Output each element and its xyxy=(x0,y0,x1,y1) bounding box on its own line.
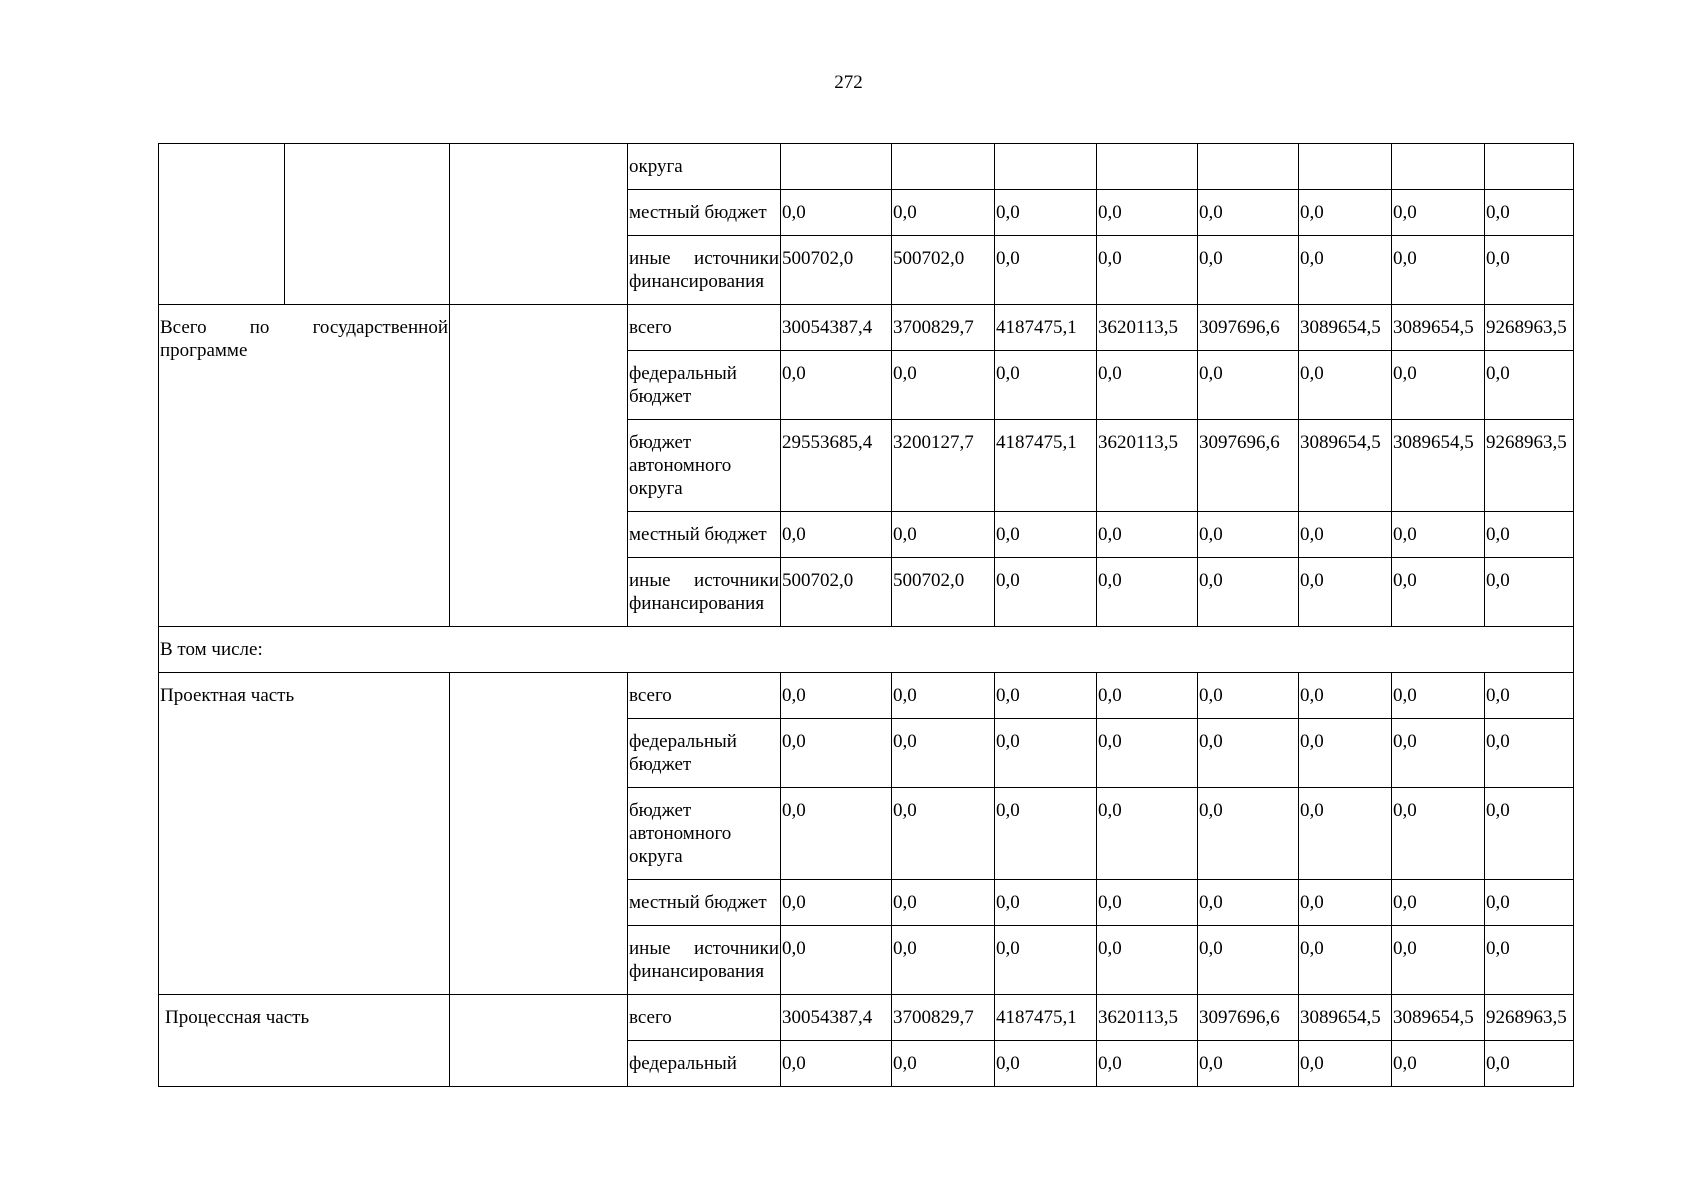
value-cell: 0,0 xyxy=(995,236,1097,305)
value-cell: 4187475,1 xyxy=(995,305,1097,351)
source-label: местный бюджет xyxy=(628,880,781,926)
value-cell: 0,0 xyxy=(1485,236,1574,305)
value-cell: 0,0 xyxy=(892,673,995,719)
value-cell: 0,0 xyxy=(1299,673,1392,719)
table-row xyxy=(159,995,1574,1041)
value-cell: 0,0 xyxy=(1392,236,1485,305)
value-cell: 0,0 xyxy=(1392,673,1485,719)
value-cell: 0,0 xyxy=(1392,558,1485,627)
value-cell: 0,0 xyxy=(892,1041,995,1087)
source-label: округа xyxy=(628,144,781,190)
value-cell: 0,0 xyxy=(892,719,995,788)
value-cell: 0,0 xyxy=(995,673,1097,719)
value-cell: 0,0 xyxy=(1485,788,1574,880)
value-cell: 3620113,5 xyxy=(1097,420,1198,512)
value-cell: 500702,0 xyxy=(781,558,892,627)
value-cell: 3097696,6 xyxy=(1198,420,1299,512)
value-cell: 0,0 xyxy=(1198,673,1299,719)
value-cell: 30054387,4 xyxy=(781,305,892,351)
value-cell: 0,0 xyxy=(892,351,995,420)
value-cell: 0,0 xyxy=(1299,719,1392,788)
empty-cell xyxy=(450,305,628,627)
table-row xyxy=(159,305,1574,351)
value-cell: 0,0 xyxy=(781,190,892,236)
value-cell: 0,0 xyxy=(995,719,1097,788)
value-cell: 0,0 xyxy=(1198,351,1299,420)
including-label: В том числе: xyxy=(159,627,1574,673)
value-cell: 0,0 xyxy=(1392,190,1485,236)
value-cell: 0,0 xyxy=(995,880,1097,926)
value-cell: 0,0 xyxy=(1198,190,1299,236)
value-cell: 0,0 xyxy=(1097,1041,1198,1087)
value-cell: 0,0 xyxy=(995,190,1097,236)
source-label: всего xyxy=(628,673,781,719)
value-cell: 0,0 xyxy=(781,926,892,995)
value-cell: 0,0 xyxy=(781,719,892,788)
value-cell: 30054387,4 xyxy=(781,995,892,1041)
value-cell: 0,0 xyxy=(1198,236,1299,305)
value-cell: 0,0 xyxy=(1392,880,1485,926)
value-cell: 0,0 xyxy=(1097,926,1198,995)
value-cell: 3089654,5 xyxy=(1299,995,1392,1041)
value-cell: 0,0 xyxy=(995,351,1097,420)
value-cell: 3620113,5 xyxy=(1097,995,1198,1041)
value-cell: 0,0 xyxy=(1392,512,1485,558)
source-label: иные источники финансирования xyxy=(628,926,781,995)
value-cell: 0,0 xyxy=(1299,190,1392,236)
value-cell: 0,0 xyxy=(781,673,892,719)
value-cell: 0,0 xyxy=(1299,926,1392,995)
value-cell: 0,0 xyxy=(1299,558,1392,627)
value-cell: 0,0 xyxy=(1392,1041,1485,1087)
value-cell: 0,0 xyxy=(1485,558,1574,627)
value-cell: 0,0 xyxy=(1392,719,1485,788)
value-cell: 500702,0 xyxy=(781,236,892,305)
value-cell: 3089654,5 xyxy=(1392,995,1485,1041)
value-cell: 0,0 xyxy=(892,926,995,995)
value-cell: 0,0 xyxy=(1392,788,1485,880)
value-cell: 3097696,6 xyxy=(1198,995,1299,1041)
value-cell: 0,0 xyxy=(1198,926,1299,995)
value-cell: 3200127,7 xyxy=(892,420,995,512)
value-cell: 0,0 xyxy=(781,880,892,926)
value-cell: 0,0 xyxy=(781,512,892,558)
value-cell: 0,0 xyxy=(1097,236,1198,305)
value-cell: 0,0 xyxy=(892,512,995,558)
table-row xyxy=(159,144,1574,190)
empty-cell xyxy=(285,144,450,305)
value-cell: 0,0 xyxy=(1198,788,1299,880)
value-cell: 3700829,7 xyxy=(892,995,995,1041)
value-cell: 9268963,5 xyxy=(1485,305,1574,351)
value-cell: 0,0 xyxy=(1485,190,1574,236)
value-cell: 0,0 xyxy=(892,788,995,880)
value-cell: 9268963,5 xyxy=(1485,995,1574,1041)
value-cell: 0,0 xyxy=(1392,351,1485,420)
empty-cell xyxy=(450,144,628,305)
value-cell: 0,0 xyxy=(1299,788,1392,880)
source-label: иные источники финансирования xyxy=(628,558,781,627)
value-cell: 0,0 xyxy=(1198,512,1299,558)
value-cell: 0,0 xyxy=(1299,512,1392,558)
value-cell: 0,0 xyxy=(1097,673,1198,719)
value-cell: 4187475,1 xyxy=(995,420,1097,512)
section-title-total: Всего по государственной программе xyxy=(159,305,450,627)
value-cell: 3089654,5 xyxy=(1299,305,1392,351)
section-title-process: Процессная часть xyxy=(159,995,450,1087)
value-cell: 0,0 xyxy=(995,788,1097,880)
value-cell: 500702,0 xyxy=(892,236,995,305)
value-cell: 0,0 xyxy=(1299,1041,1392,1087)
value-cell: 0,0 xyxy=(1198,558,1299,627)
value-cell: 29553685,4 xyxy=(781,420,892,512)
value-cell: 0,0 xyxy=(1097,351,1198,420)
value-cell: 0,0 xyxy=(1097,512,1198,558)
source-label: местный бюджет xyxy=(628,512,781,558)
value-cell: 0,0 xyxy=(892,190,995,236)
value-cell: 0,0 xyxy=(781,351,892,420)
value-cell: 0,0 xyxy=(995,926,1097,995)
value-cell: 0,0 xyxy=(1198,719,1299,788)
budget-table xyxy=(158,143,1574,1087)
value-cell: 3089654,5 xyxy=(1392,305,1485,351)
source-label: местный бюджет xyxy=(628,190,781,236)
value-cell: 3700829,7 xyxy=(892,305,995,351)
table-row xyxy=(159,627,1574,673)
value-cell: 0,0 xyxy=(1299,236,1392,305)
value-cell: 3620113,5 xyxy=(1097,305,1198,351)
value-cell: 0,0 xyxy=(1392,926,1485,995)
value-cell: 0,0 xyxy=(1097,719,1198,788)
value-cell: 0,0 xyxy=(995,1041,1097,1087)
value-cell: 0,0 xyxy=(892,880,995,926)
value-cell: 9268963,5 xyxy=(1485,420,1574,512)
value-cell: 0,0 xyxy=(781,788,892,880)
value-cell: 0,0 xyxy=(1485,673,1574,719)
value-cell: 0,0 xyxy=(1097,558,1198,627)
source-label: федеральный бюджет xyxy=(628,351,781,420)
source-label: федеральный бюджет xyxy=(628,719,781,788)
value-cell: 0,0 xyxy=(1097,880,1198,926)
value-cell: 3089654,5 xyxy=(1392,420,1485,512)
empty-cell xyxy=(450,673,628,995)
empty-cell xyxy=(159,144,285,305)
value-cell: 0,0 xyxy=(1485,926,1574,995)
value-cell: 500702,0 xyxy=(892,558,995,627)
value-cell: 0,0 xyxy=(1485,351,1574,420)
source-label: бюджет автономного округа xyxy=(628,788,781,880)
empty-cell xyxy=(450,995,628,1087)
value-cell: 0,0 xyxy=(995,512,1097,558)
value-cell: 0,0 xyxy=(1198,880,1299,926)
value-cell: 0,0 xyxy=(1097,190,1198,236)
value-cell: 0,0 xyxy=(781,1041,892,1087)
value-cell: 0,0 xyxy=(995,558,1097,627)
table-row xyxy=(159,673,1574,719)
section-title-project: Проектная часть xyxy=(159,673,450,995)
value-cell: 3097696,6 xyxy=(1198,305,1299,351)
source-label: федеральный xyxy=(628,1041,781,1087)
value-cell: 0,0 xyxy=(1097,788,1198,880)
value-cell: 0,0 xyxy=(1485,719,1574,788)
value-cell: 0,0 xyxy=(1299,351,1392,420)
value-cell: 4187475,1 xyxy=(995,995,1097,1041)
page-number: 272 xyxy=(834,72,863,93)
value-cell: 0,0 xyxy=(1299,880,1392,926)
source-label: иные источники финансирования xyxy=(628,236,781,305)
value-cell: 0,0 xyxy=(1198,1041,1299,1087)
source-label: всего xyxy=(628,995,781,1041)
value-cell: 3089654,5 xyxy=(1299,420,1392,512)
value-cell: 0,0 xyxy=(1485,512,1574,558)
source-label: бюджет автономного округа xyxy=(628,420,781,512)
value-cell: 0,0 xyxy=(1485,880,1574,926)
value-cell: 0,0 xyxy=(1485,1041,1574,1087)
source-label: всего xyxy=(628,305,781,351)
